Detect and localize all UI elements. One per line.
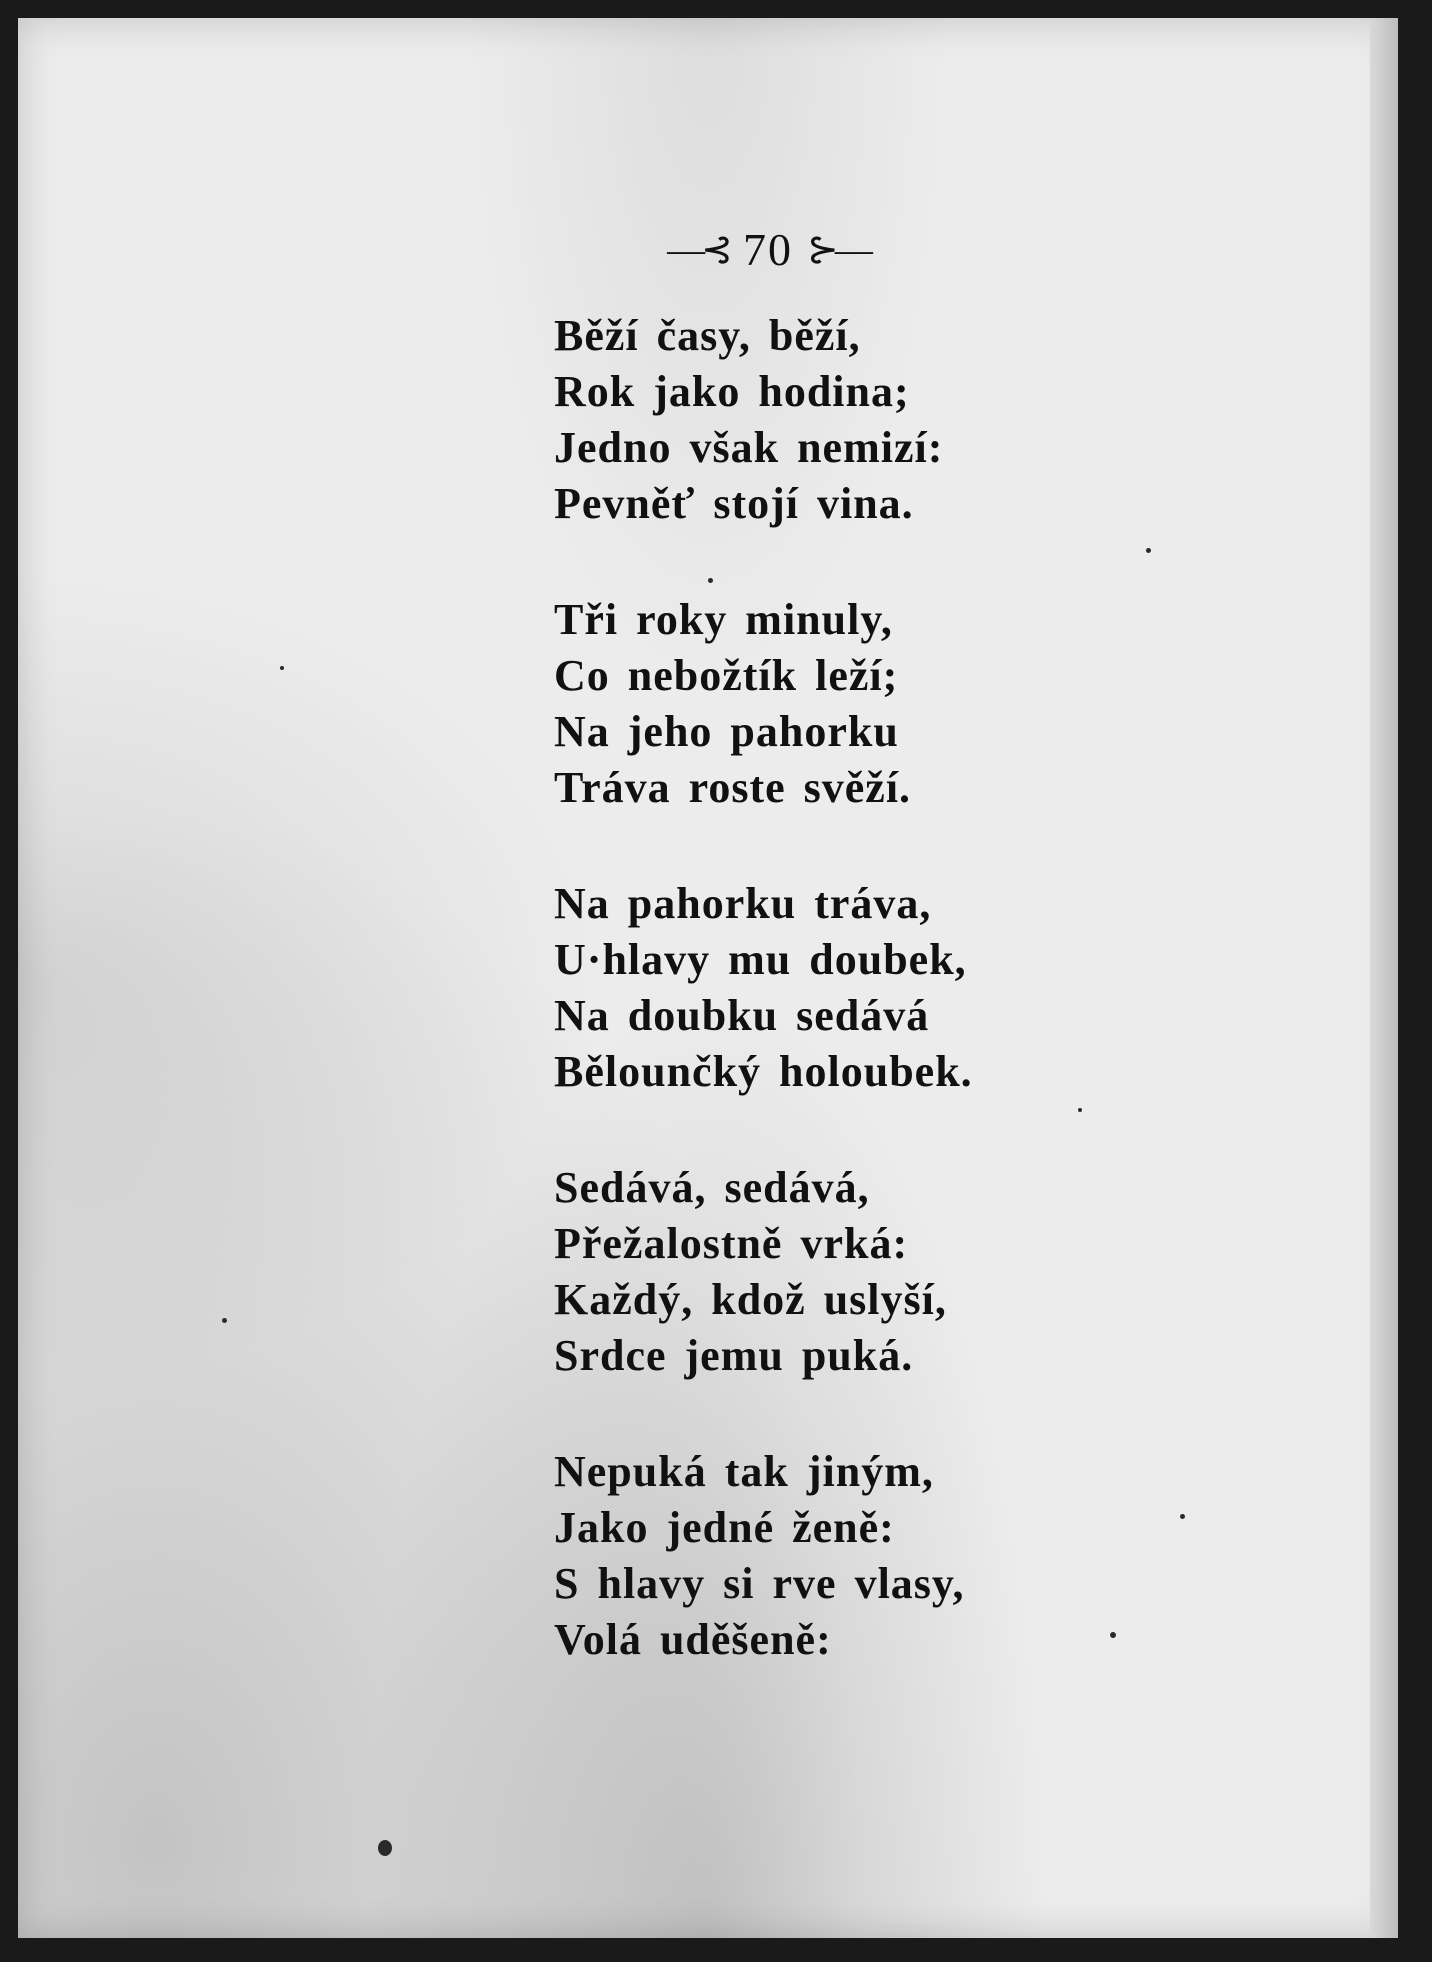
poem-line: Nepuká tak jiným, [554, 1447, 934, 1496]
stanza-5 [554, 1444, 973, 1668]
ink-speck [1078, 1108, 1082, 1112]
poem-line: Srdce jemu puká. [554, 1331, 914, 1380]
poem-line: Rok jako hodina; [554, 367, 910, 416]
poem-line: Na doubku sedává [554, 991, 930, 1040]
ink-speck [378, 1840, 392, 1856]
page-edge-shadow [1370, 18, 1398, 1938]
ink-speck [1180, 1514, 1185, 1519]
stanza-1 [554, 308, 973, 532]
poem-line: Na pahorku tráva, [554, 879, 932, 928]
stanza-4 [554, 1160, 973, 1384]
stanza-2 [554, 592, 973, 816]
book-page [18, 18, 1398, 1938]
poem-line: Bělounčký holoubek. [554, 1047, 973, 1096]
poem-line: S hlavy si rve vlasy, [554, 1559, 965, 1608]
poem-line: Tráva roste svěží. [554, 763, 912, 812]
poem-line: Každý, kdož uslyší, [554, 1275, 947, 1324]
poem-line: U·hlavy mu doubek, [554, 935, 967, 984]
poem-line: Tři roky minuly, [554, 595, 893, 644]
poem-line: Sedává, sedává, [554, 1163, 870, 1212]
poem-line: Přežalostně vrká: [554, 1219, 909, 1268]
ink-speck [1110, 1632, 1116, 1638]
poem-line: Jako jedné ženě: [554, 1503, 895, 1552]
ink-speck [222, 1318, 227, 1323]
ink-speck [708, 578, 713, 583]
page-number: 70 [743, 224, 793, 275]
ornament-left-icon: —⊰ [667, 229, 729, 271]
poem-line: Co nebožtík leží; [554, 651, 899, 700]
ink-speck [1146, 548, 1151, 553]
poem-line: Běží časy, běží, [554, 311, 861, 360]
poem-line: Pevněť stojí vina. [554, 479, 914, 528]
stanza-3 [554, 876, 973, 1100]
poem-line: Volá uděšeně: [554, 1615, 832, 1664]
page-header [18, 223, 1398, 276]
poem [554, 308, 973, 1728]
poem-line: Na jeho pahorku [554, 707, 899, 756]
ink-speck [280, 666, 284, 670]
poem-line: Jedno však nemizí: [554, 423, 944, 472]
ornament-right-icon: ⊱— [807, 229, 869, 271]
